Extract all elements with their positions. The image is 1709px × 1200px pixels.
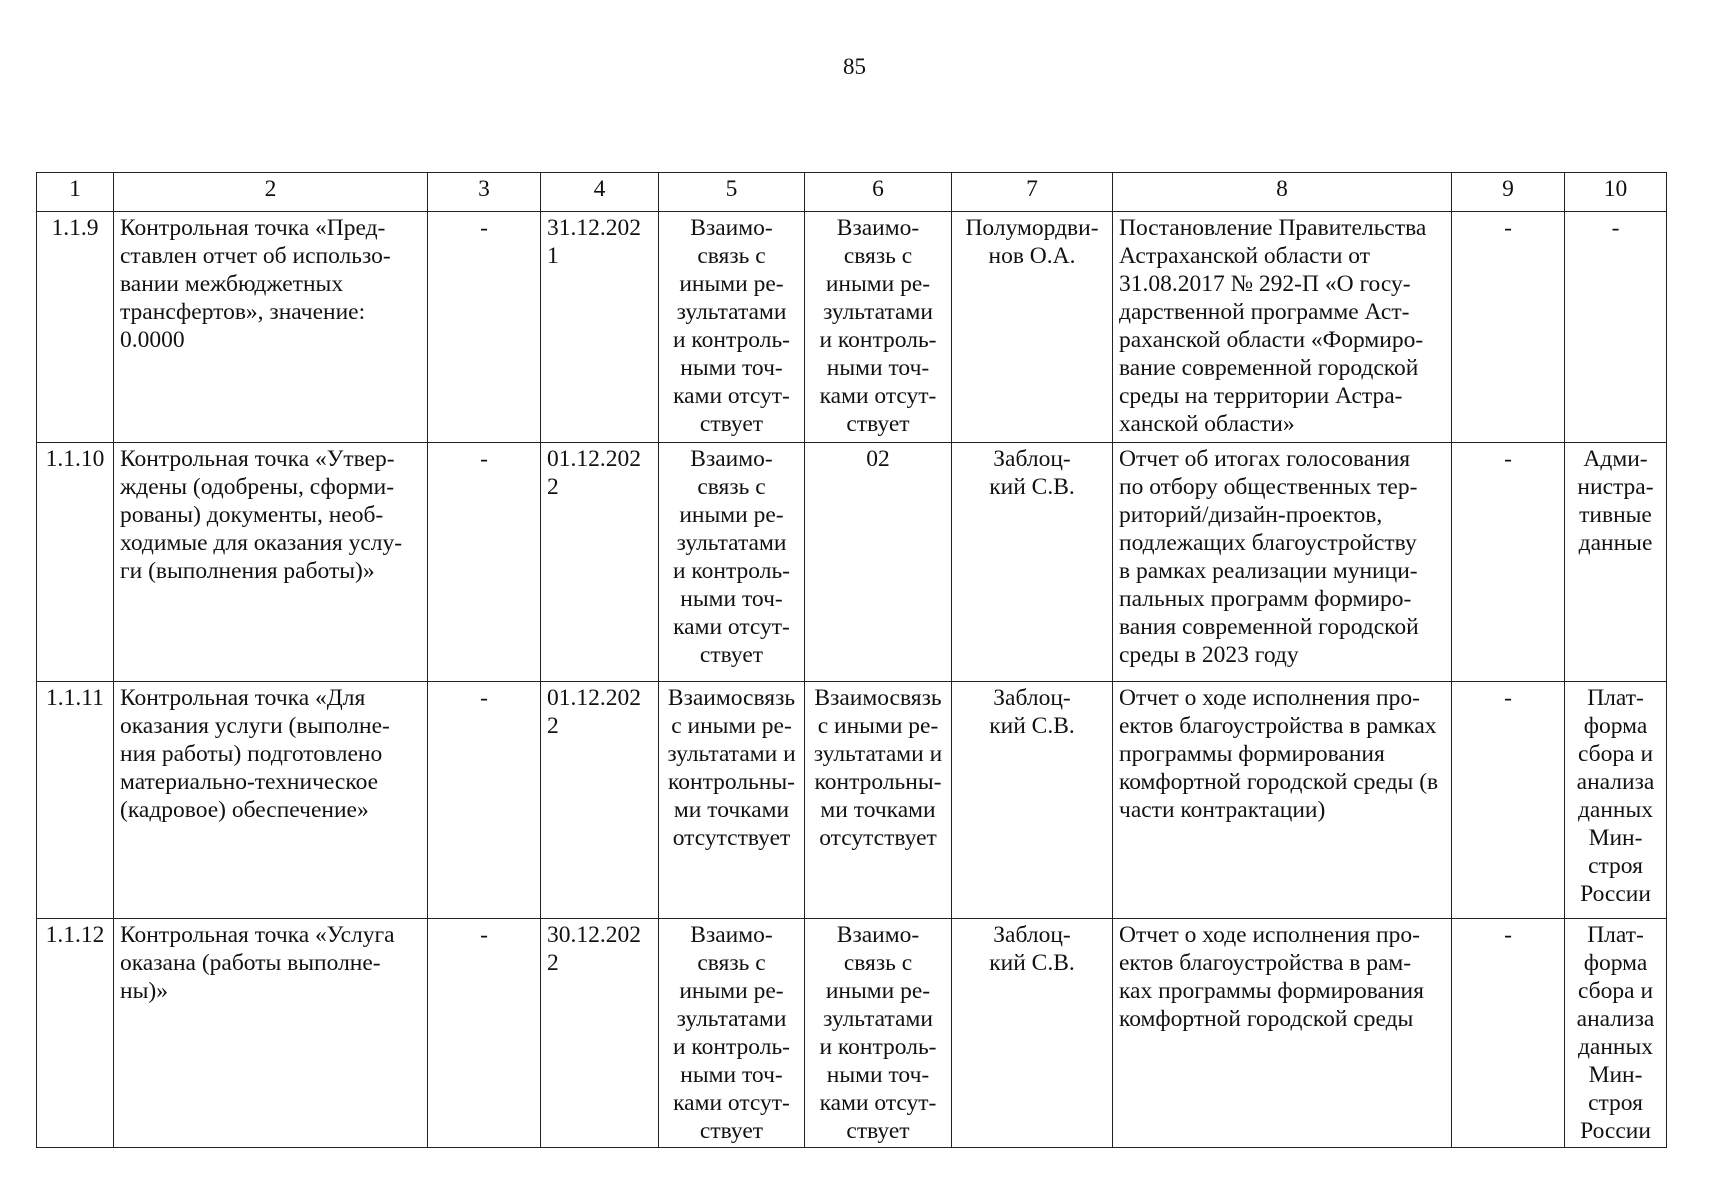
data-source — [1565, 443, 1667, 682]
cell-line: ками отсут- — [819, 383, 937, 409]
cell-line: контрольны- — [668, 769, 795, 795]
cell-line: связь с — [843, 950, 913, 976]
cell-line: оказана (работы выполне- — [120, 950, 381, 976]
col-3-value: - — [428, 682, 541, 919]
cell-line: ствует — [699, 642, 764, 668]
cell-line: риторий/дизайн-проектов, — [1119, 502, 1383, 528]
cell-line: ствует — [699, 411, 764, 437]
cell-line: форма — [1583, 950, 1648, 976]
col-9-value: - — [1452, 919, 1565, 1148]
cell-line: связь с — [697, 243, 766, 269]
cell-line: трансфертов», значение: — [120, 299, 366, 325]
cell-line: зультатами и — [667, 741, 796, 767]
cell-line: Контрольная точка «Для — [120, 685, 366, 711]
cell-line: Плат- — [1587, 685, 1644, 711]
cell-line: материально-техническое — [120, 769, 379, 795]
cell-line: строя — [1588, 853, 1643, 879]
cell-line: Адми- — [1583, 446, 1648, 472]
source-document — [1113, 212, 1452, 443]
cell-line: иными ре- — [825, 978, 931, 1004]
cell-line: сбора и — [1577, 741, 1654, 767]
cell-line: ходимые для оказания услу- — [120, 530, 403, 556]
data-source — [1565, 919, 1667, 1148]
cell-line: Заблоц- — [993, 922, 1071, 948]
cell-line: 31.08.2017 № 292-П «О госу- — [1119, 271, 1411, 297]
col-5-value — [659, 443, 805, 682]
header-col-8: 8 — [1113, 173, 1452, 212]
cell-line: анализа — [1576, 769, 1655, 795]
cell-line: ны)» — [120, 978, 168, 1004]
cell-line: ствует — [699, 1118, 764, 1144]
cell-line: зультатами — [823, 1006, 933, 1032]
cell-line: иными ре- — [679, 271, 784, 297]
control-point-name — [114, 443, 428, 682]
responsible-person — [952, 919, 1113, 1148]
cell-line: (кадровое) обеспечение» — [120, 797, 369, 823]
col-9-value: - — [1452, 212, 1565, 443]
cell-line: подлежащих благоустройству — [1119, 530, 1417, 556]
cell-line: комфортной городской среды (в — [1119, 769, 1439, 795]
header-col-9: 9 — [1452, 173, 1565, 212]
cell-line: Плат- — [1587, 922, 1644, 948]
due-date: 31.12.2021 — [541, 212, 659, 443]
cell-line: и контроль- — [819, 327, 937, 353]
cell-line: ги (выполнения работы)» — [120, 558, 375, 584]
cell-line: комфортной городской среды — [1119, 1006, 1414, 1032]
cell-line: ставлен отчет об использо- — [120, 243, 391, 269]
cell-line: в рамках реализации муници- — [1119, 558, 1418, 584]
cell-line: контрольны- — [814, 769, 942, 795]
row-number: 1.1.11 — [37, 682, 114, 919]
table-header — [37, 173, 1667, 212]
cell-line: Отчет о ходе исполнения про- — [1119, 685, 1420, 711]
due-date: 30.12.2022 — [541, 919, 659, 1148]
source-document — [1113, 919, 1452, 1148]
cell-line: ках программы формирования — [1119, 978, 1424, 1004]
header-col-5: 5 — [659, 173, 805, 212]
responsible-person — [952, 682, 1113, 919]
cell-line: Астраханской области от — [1119, 243, 1370, 269]
row-number: 1.1.9 — [37, 212, 114, 443]
cell-line: с иными ре- — [671, 713, 792, 739]
cell-line: и контроль- — [819, 1034, 937, 1060]
cell-line: ками отсут- — [673, 383, 790, 409]
header-col-6: 6 — [805, 173, 952, 212]
cell-line: Заблоц- — [993, 685, 1071, 711]
cell-line: строя — [1588, 1090, 1643, 1116]
cell-line: ектов благоустройства в рам- — [1119, 950, 1412, 976]
cell-line: части контрактации) — [1119, 797, 1326, 823]
cell-line: ми точками — [820, 797, 936, 823]
cell-line: кий С.В. — [989, 950, 1075, 976]
cell-line: форма — [1583, 713, 1648, 739]
cell-line: Отчет об итогах голосования — [1119, 446, 1411, 472]
cell-line: Мин- — [1588, 1062, 1643, 1088]
col-3-value: - — [428, 443, 541, 682]
table-row — [37, 212, 1667, 443]
cell-line: дарственной программе Аст- — [1119, 299, 1410, 325]
col-3-value: - — [428, 919, 541, 1148]
col-6-value — [805, 443, 952, 682]
cell-line: по отбору общественных тер- — [1119, 474, 1418, 500]
cell-line: и контроль- — [672, 327, 791, 353]
cell-line: вание современной городской — [1119, 355, 1419, 381]
cell-line: ханской области» — [1119, 411, 1295, 437]
cell-line: ствует — [846, 1118, 910, 1144]
col-9-value: - — [1452, 443, 1565, 682]
cell-line: зультатами — [676, 530, 787, 556]
control-point-name — [114, 919, 428, 1148]
cell-line: тивные — [1579, 502, 1652, 528]
header-col-4: 4 — [541, 173, 659, 212]
cell-line: иными ре- — [825, 271, 931, 297]
control-points-table — [36, 172, 1667, 1148]
cell-line: ектов благоустройства в рамках — [1119, 713, 1437, 739]
cell-line: ными точ- — [680, 1062, 783, 1088]
cell-line: оказания услуги (выполне- — [120, 713, 390, 739]
row-number: 1.1.10 — [37, 443, 114, 682]
cell-line: - — [1611, 215, 1620, 241]
cell-line: 0.0000 — [120, 327, 185, 353]
row-number: 1.1.12 — [37, 919, 114, 1148]
cell-line: нов О.А. — [988, 243, 1076, 269]
cell-line: зультатами и — [813, 741, 943, 767]
cell-line: Контрольная точка «Утвер- — [120, 446, 395, 472]
cell-line: России — [1580, 881, 1651, 907]
responsible-person — [952, 443, 1113, 682]
header-col-7: 7 — [952, 173, 1113, 212]
cell-line: Полумордви- — [965, 215, 1099, 241]
col-5-value — [659, 682, 805, 919]
cell-line: Мин- — [1588, 825, 1643, 851]
cell-line: данные — [1578, 530, 1653, 556]
cell-line: зультатами — [676, 299, 787, 325]
cell-line: среды в 2023 году — [1119, 642, 1299, 668]
cell-line: и контроль- — [672, 558, 791, 584]
cell-line: среды на территории Астра- — [1119, 383, 1403, 409]
cell-line: анализа — [1576, 1006, 1655, 1032]
cell-line: связь с — [697, 950, 766, 976]
cell-line: ми точками — [673, 797, 790, 823]
header-col-2: 2 — [114, 173, 428, 212]
control-point-name — [114, 682, 428, 919]
table-body — [37, 212, 1667, 1148]
cell-line: рованы) документы, необ- — [120, 502, 384, 528]
cell-line: Заблоц- — [993, 446, 1071, 472]
table-row — [37, 919, 1667, 1148]
cell-line: Взаимо- — [690, 215, 773, 241]
source-document — [1113, 682, 1452, 919]
control-point-name — [114, 212, 428, 443]
col-6-value — [805, 682, 952, 919]
data-source — [1565, 212, 1667, 443]
cell-line: отсутствует — [672, 825, 791, 851]
cell-line: вания современной городской — [1119, 614, 1419, 640]
cell-line: ными точ- — [826, 355, 930, 381]
header-col-3: 3 — [428, 173, 541, 212]
cell-line: программы формирования — [1119, 741, 1385, 767]
cell-line: Взаимо- — [836, 215, 920, 241]
cell-line: отсутствует — [819, 825, 937, 851]
due-date: 01.12.2022 — [541, 443, 659, 682]
cell-line: ками отсут- — [819, 1090, 937, 1116]
cell-line: Отчет о ходе исполнения про- — [1119, 922, 1420, 948]
cell-line: Взаимосвязь — [814, 685, 942, 711]
cell-line: с иными ре- — [817, 713, 939, 739]
data-source — [1565, 682, 1667, 919]
cell-line: ными точ- — [680, 586, 783, 612]
cell-line: ными точ- — [680, 355, 783, 381]
cell-line: Взаимо- — [690, 446, 773, 472]
cell-line: зультатами — [676, 1006, 787, 1032]
col-6-value — [805, 919, 952, 1148]
table-row — [37, 443, 1667, 682]
cell-line: ками отсут- — [673, 1090, 790, 1116]
cell-line: иными ре- — [679, 978, 784, 1004]
cell-line: Контрольная точка «Пред- — [120, 215, 386, 241]
col-6-value — [805, 212, 952, 443]
responsible-person — [952, 212, 1113, 443]
cell-line: Контрольная точка «Услуга — [120, 922, 395, 948]
cell-line: ждены (одобрены, сформи- — [120, 474, 395, 500]
header-col-10: 10 — [1565, 173, 1667, 212]
cell-line: связь с — [843, 243, 913, 269]
cell-line: ствует — [846, 411, 910, 437]
cell-line: 02 — [866, 446, 890, 472]
cell-line: ками отсут- — [673, 614, 790, 640]
source-document — [1113, 443, 1452, 682]
table-row — [37, 682, 1667, 919]
cell-line: ния работы) подготовлено — [120, 741, 383, 767]
cell-line: зультатами — [823, 299, 933, 325]
cell-line: раханской области «Формиро- — [1119, 327, 1424, 353]
col-5-value — [659, 919, 805, 1148]
cell-line: данных — [1577, 1034, 1654, 1060]
cell-line: Взаимо- — [690, 922, 773, 948]
cell-line: Взаимо- — [836, 922, 920, 948]
cell-line: нистра- — [1577, 474, 1654, 500]
col-3-value: - — [428, 212, 541, 443]
cell-line: кий С.В. — [989, 713, 1075, 739]
cell-line: кий С.В. — [989, 474, 1075, 500]
cell-line: пальных программ формиро- — [1119, 586, 1412, 612]
cell-line: Постановление Правительства — [1119, 215, 1427, 241]
cell-line: и контроль- — [672, 1034, 791, 1060]
cell-line: связь с — [697, 474, 766, 500]
due-date: 01.12.2022 — [541, 682, 659, 919]
cell-line: данных — [1577, 797, 1654, 823]
cell-line: иными ре- — [679, 502, 784, 528]
col-9-value: - — [1452, 682, 1565, 919]
col-5-value — [659, 212, 805, 443]
cell-line: ными точ- — [826, 1062, 930, 1088]
cell-line: вании межбюджетных — [120, 271, 344, 297]
cell-line: России — [1580, 1118, 1651, 1144]
header-row — [37, 173, 1667, 212]
page-number: 85 — [843, 54, 866, 79]
cell-line: сбора и — [1577, 978, 1654, 1004]
cell-line: Взаимосвязь — [667, 685, 796, 711]
header-col-1: 1 — [37, 173, 114, 212]
